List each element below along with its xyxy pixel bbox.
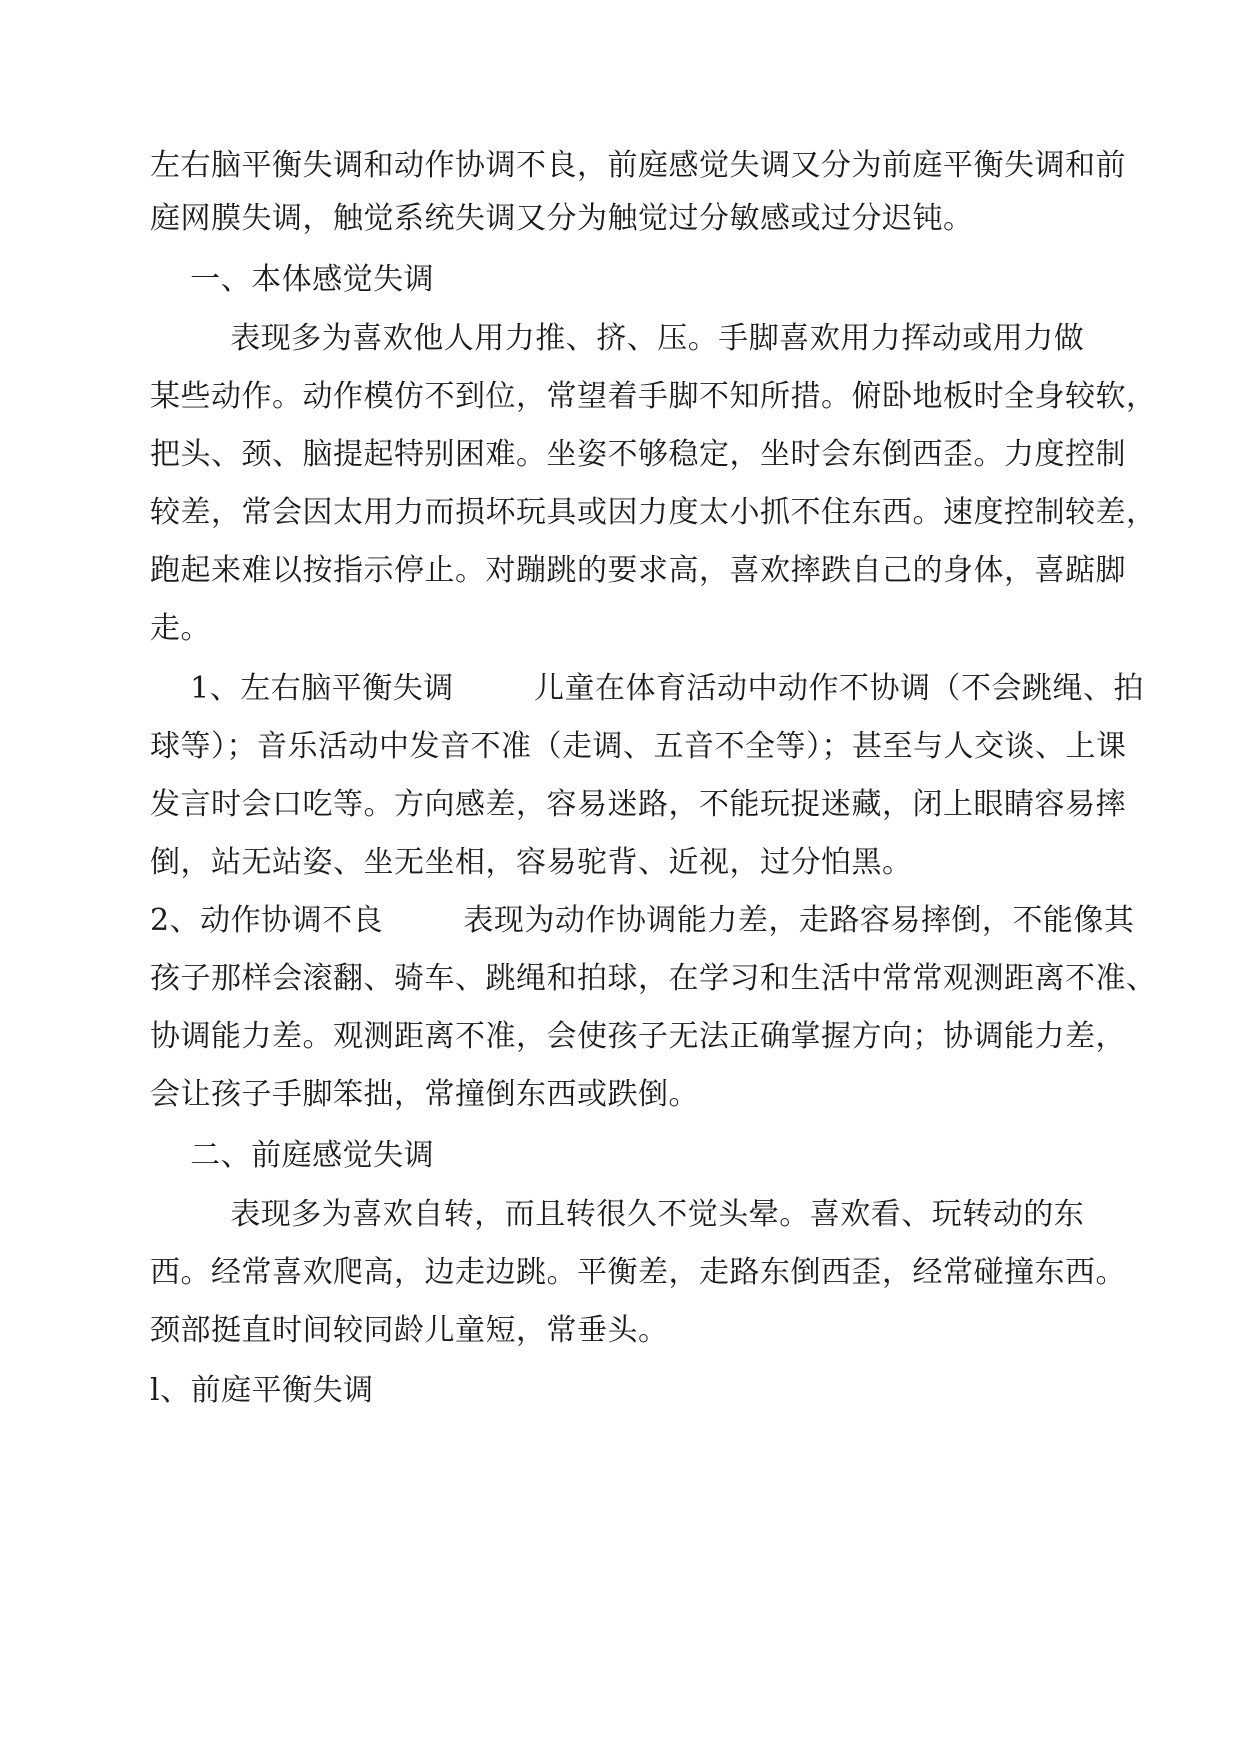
- subsection-line: 2、动作协调不良 表现为动作协调能力差，走路容易摔倒，不能像其: [150, 903, 1135, 938]
- text-line: 西。经常喜欢爬高，边走边跳。平衡差，走路东倒西歪，经常碰撞东西。: [150, 1255, 1126, 1290]
- section-heading: 一、本体感觉失调: [150, 262, 435, 297]
- text-line: 走。: [150, 611, 211, 646]
- text-line: 孩子那样会滚翻、骑车、跳绳和拍球，在学习和生活中常常观测距离不准、: [150, 961, 1157, 996]
- subsection-line: 1、左右脑平衡失调 儿童在体育活动中动作不协调（不会跳绳、拍: [150, 671, 1145, 706]
- text-line: 表现多为喜欢自转，而且转很久不觉头晕。喜欢看、玩转动的东: [150, 1197, 1085, 1232]
- text-line: 协调能力差。观测距离不准，会使孩子无法正确掌握方向；协调能力差，: [150, 1019, 1126, 1054]
- text-line: 颈部挺直时间较同龄儿童短，常垂头。: [150, 1313, 669, 1348]
- text-line: 较差，常会因太用力而损坏玩具或因力度太小抓不住东西。速度控制较差，: [150, 495, 1157, 530]
- text-line: 发言时会口吃等。方向感差，容易迷路，不能玩捉迷藏，闭上眼睛容易摔: [150, 787, 1126, 822]
- section-heading: 二、前庭感觉失调: [150, 1138, 435, 1173]
- subsection-line: l、前庭平衡失调: [150, 1373, 374, 1408]
- text-line: 会让孩子手脚笨拙，常撞倒东西或跌倒。: [150, 1077, 699, 1112]
- text-line: 表现多为喜欢他人用力推、挤、压。手脚喜欢用力挥动或用力做: [150, 321, 1085, 356]
- text-line: 庭网膜失调，触觉系统失调又分为触觉过分敏感或过分迟钝。: [150, 201, 974, 236]
- text-line: 球等）；音乐活动中发音不准（走调、五音不全等）；甚至与人交谈、上课: [150, 729, 1127, 764]
- text-line: 倒，站无站姿、坐无坐相，容易驼背、近视，过分怕黑。: [150, 845, 913, 880]
- text-line: 左右脑平衡失调和动作协调不良，前庭感觉失调又分为前庭平衡失调和前: [150, 148, 1126, 183]
- text-line: 跑起来难以按指示停止。对蹦跳的要求高，喜欢摔跌自己的身体，喜踮脚: [150, 553, 1126, 588]
- text-line: 把头、颈、脑提起特别困难。坐姿不够稳定，坐时会东倒西歪。力度控制: [150, 437, 1126, 472]
- text-line: 某些动作。动作模仿不到位，常望着手脚不知所措。俯卧地板时全身较软，: [150, 379, 1157, 414]
